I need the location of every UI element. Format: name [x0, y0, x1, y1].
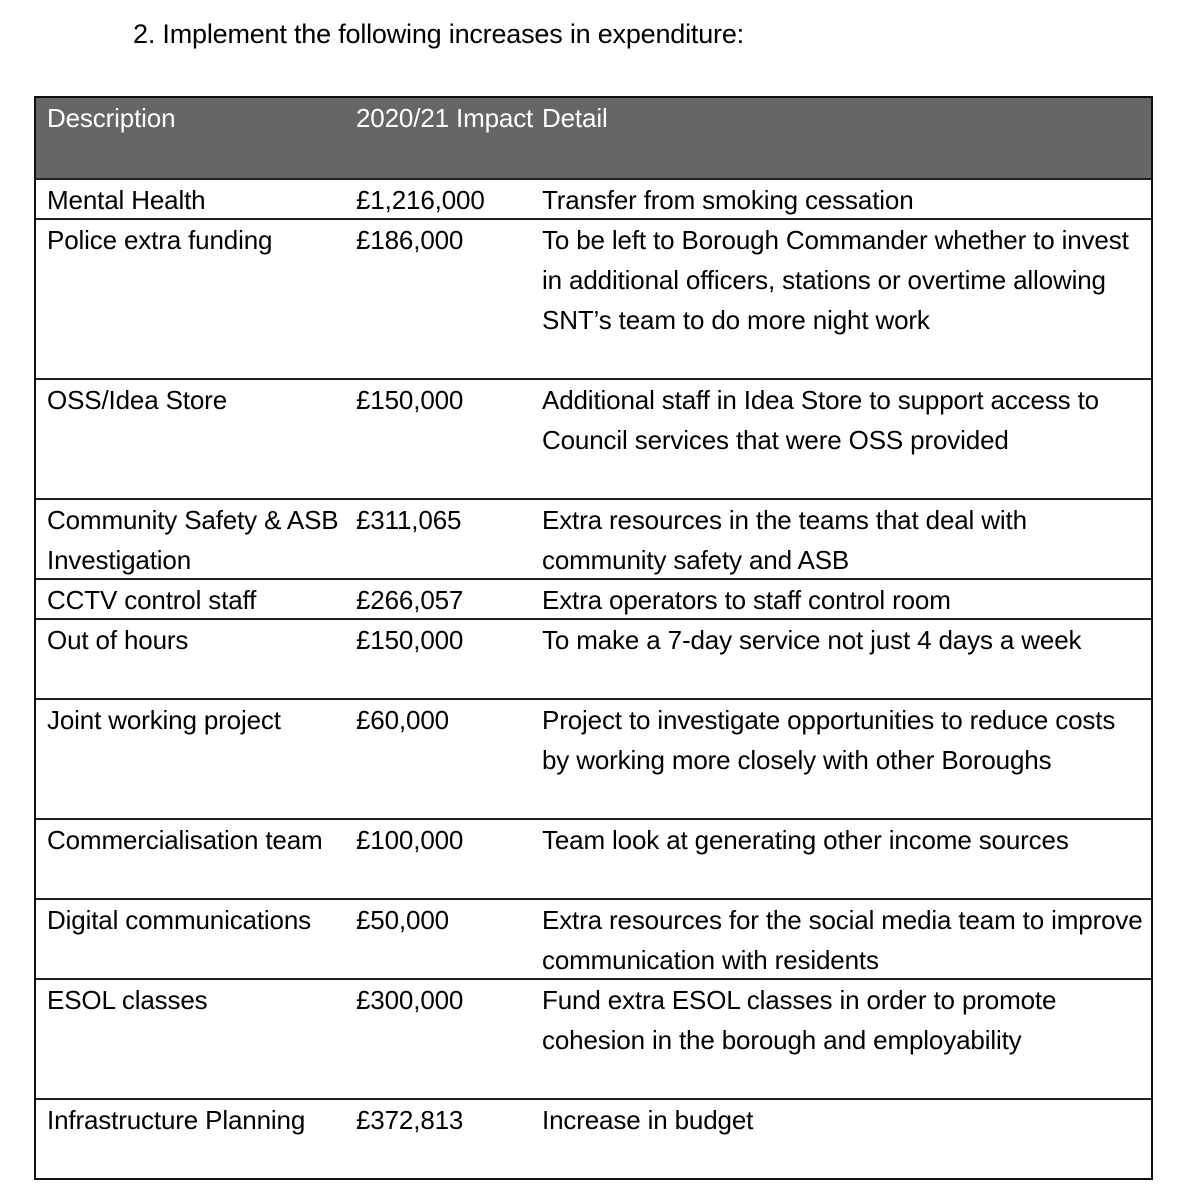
row-description: OSS/Idea Store: [47, 385, 228, 415]
table-row: [36, 698, 1151, 818]
table-row: [36, 378, 1151, 498]
row-description: ESOL classes: [47, 985, 208, 1015]
row-impact: £100,000: [356, 825, 464, 855]
table-row: [36, 898, 1151, 978]
table-row: [36, 818, 1151, 898]
row-description: CCTV control staff: [47, 585, 257, 615]
row-impact: £311,065: [356, 505, 462, 535]
table-header-row: [36, 98, 1151, 178]
row-impact: £186,000: [356, 225, 464, 255]
expenditure-table: [34, 96, 1153, 1180]
table-row: [36, 1098, 1151, 1178]
column-header-impact: 2020/21 Impact: [356, 103, 534, 133]
row-impact: £372,813: [356, 1105, 464, 1135]
row-detail: Extra operators to staff control room: [542, 585, 951, 615]
row-impact: £60,000: [356, 705, 449, 735]
row-detail: To be left to Borough Commander whether to invest in additional officers, stations or overtime allowing SNT’s team to do more night work: [542, 225, 1129, 335]
row-impact: £150,000: [356, 625, 464, 655]
row-detail: Extra resources for the social media team to improve communication with residents: [542, 905, 1143, 975]
row-description: Mental Health: [47, 185, 206, 215]
row-detail: Increase in budget: [542, 1105, 754, 1135]
row-impact: £300,000: [356, 985, 464, 1015]
row-impact: £50,000: [356, 905, 449, 935]
row-detail: Additional staff in Idea Store to support access to Council services that were OSS provided: [542, 385, 1099, 455]
column-header-detail: Detail: [542, 103, 608, 133]
table-row: [36, 218, 1151, 378]
row-description: Police extra funding: [47, 225, 273, 255]
row-detail: To make a 7-day service not just 4 days a week: [542, 625, 1082, 655]
row-detail: Project to investigate opportunities to reduce costs by working more closely with other Boroughs: [542, 705, 1116, 775]
table-row: [36, 618, 1151, 698]
row-detail: Fund extra ESOL classes in order to promote cohesion in the borough and employability: [542, 985, 1057, 1055]
row-impact: £266,057: [356, 585, 464, 615]
row-description: Commercialisation team: [47, 825, 323, 855]
row-description: Joint working project: [47, 705, 281, 735]
row-detail: Extra resources in the teams that deal with community safety and ASB: [542, 505, 1027, 575]
table-row: [36, 978, 1151, 1098]
row-description: Digital communications: [47, 905, 312, 935]
table-row: [36, 498, 1151, 578]
column-header-description: Description: [47, 103, 176, 133]
table-row: [36, 178, 1151, 218]
row-description: Infrastructure Planning: [47, 1105, 306, 1135]
row-description: Out of hours: [47, 625, 189, 655]
table-row: [36, 578, 1151, 618]
row-description: Community Safety & ASB Investigation: [47, 505, 339, 575]
row-detail: Transfer from smoking cessation: [542, 185, 914, 215]
row-detail: Team look at generating other income sources: [542, 825, 1069, 855]
row-impact: £1,216,000: [356, 185, 485, 215]
row-impact: £150,000: [356, 385, 464, 415]
section-heading: 2. Implement the following increases in expenditure:: [133, 19, 744, 49]
